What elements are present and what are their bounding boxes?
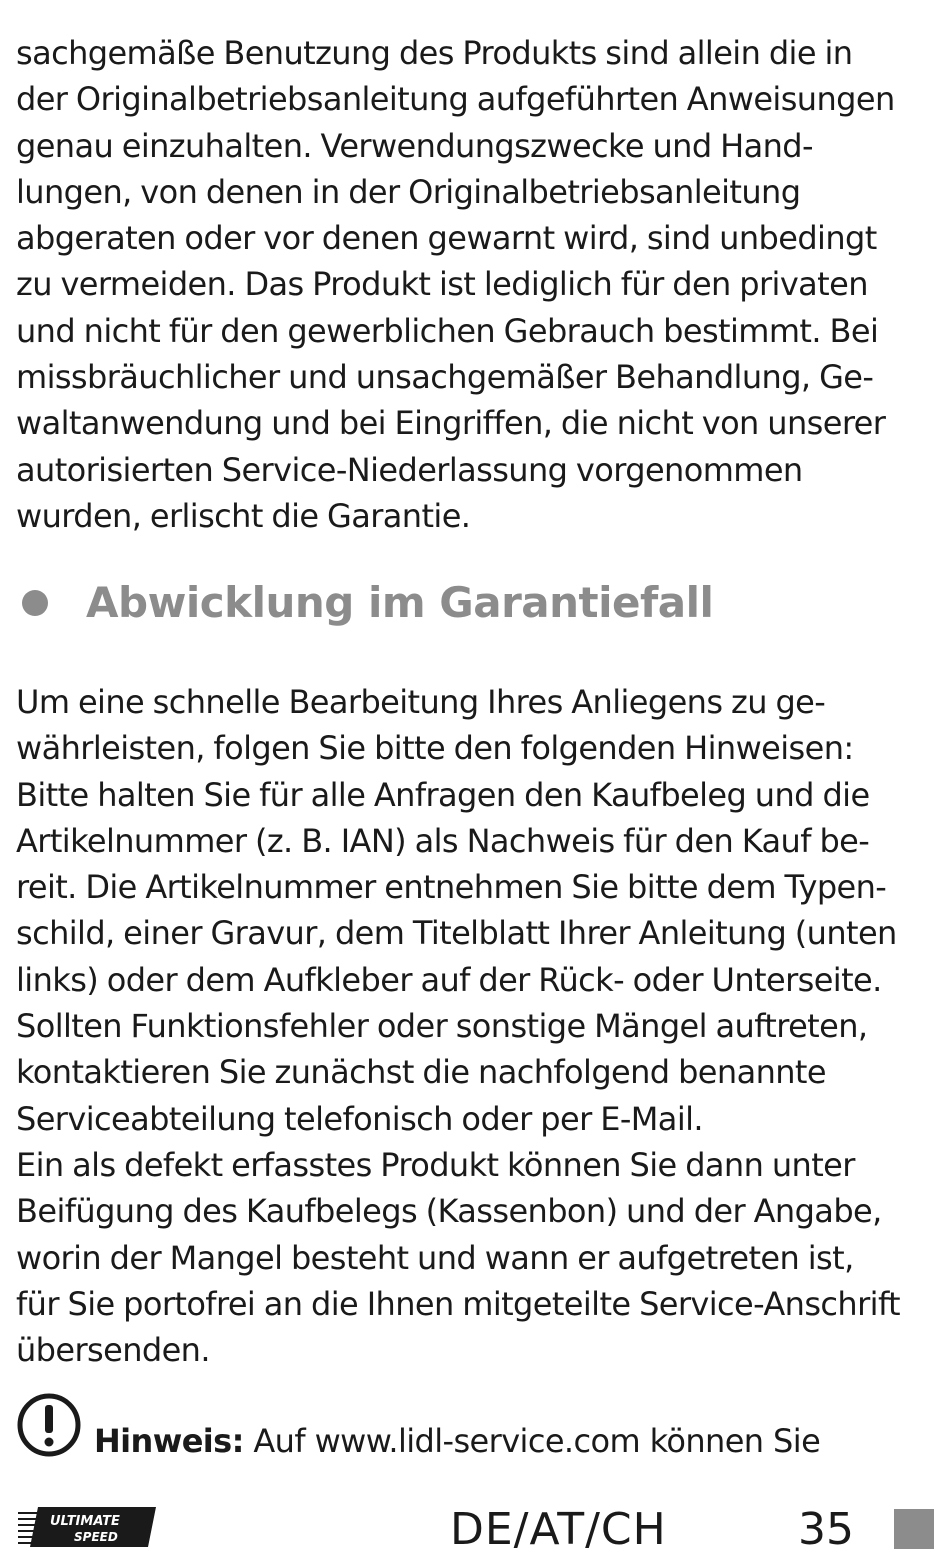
body-paragraph [16, 679, 934, 1373]
text-line: zu vermeiden. Das Produkt ist lediglich für den privaten [16, 265, 868, 304]
page-number: 35 [798, 1504, 854, 1555]
text-line: Sollten Funktionsfehler oder sonstige Mängel auftreten, [16, 1007, 868, 1046]
intro-paragraph [16, 30, 934, 539]
exclamation-icon [16, 1392, 82, 1458]
text-line: Um eine schnelle Bearbeitung Ihres Anliegens zu ge- [16, 683, 826, 721]
section-heading [16, 578, 713, 627]
text-line: der Originalbetriebsanleitung aufgeführten Anweisungen [16, 80, 895, 119]
text-line: Bitte halten Sie für alle Anfragen den Kaufbeleg und die [16, 775, 870, 814]
note-text [94, 1422, 820, 1460]
text-line: genau einzuhalten. Verwendungszwecke und Hand- [16, 126, 813, 165]
text-line: kontaktieren Sie zunächst die nachfolgend benannte [16, 1053, 826, 1092]
footer-marker [894, 1509, 934, 1549]
footer-countries: DE/AT/CH [450, 1504, 667, 1555]
text-line: Beifügung des Kaufbelegs (Kassenbon) und der Angabe, [16, 1192, 882, 1231]
text-line: missbräuchlicher und unsachgemäßer Behandlung, Ge- [16, 358, 874, 397]
ultimate-speed-logo [16, 1503, 156, 1549]
text-line: abgeraten oder vor denen gewarnt wird, sind unbedingt [16, 219, 877, 258]
text-line: lungen, von denen in der Originalbetriebsanleitung [16, 172, 801, 211]
note-label: Hinweis: [94, 1422, 244, 1460]
svg-text:SPEED: SPEED [74, 1530, 118, 1544]
text-line: reit. Die Artikelnummer entnehmen Sie bitte dem Typen- [16, 868, 887, 907]
text-line: autorisierten Service-Niederlassung vorgenommen [16, 450, 803, 489]
text-line: Ein als defekt erfasstes Produkt können Sie dann unter [16, 1145, 855, 1184]
text-line: waltanwendung und bei Eingriffen, die nicht von unserer [16, 404, 886, 443]
text-line: worin der Mangel besteht und wann er aufgetreten ist, [16, 1238, 854, 1277]
text-line: Serviceabteilung telefonisch oder per E-Mail. [16, 1099, 703, 1138]
text-line: schild, einer Gravur, dem Titelblatt Ihrer Anleitung (unten [16, 914, 897, 953]
text-line: übersenden. [16, 1331, 210, 1370]
text-line: währleisten, folgen Sie bitte den folgenden Hinweisen: [16, 729, 854, 768]
text-line: links) oder dem Aufkleber auf der Rück- oder Unterseite. [16, 960, 882, 999]
text-line: und nicht für den gewerblichen Gebrauch bestimmt. Bei [16, 311, 879, 350]
text-line: für Sie portofrei an die Ihnen mitgeteilte Service-Anschrift [16, 1284, 901, 1323]
text-line: Artikelnummer (z. B. IAN) als Nachweis für den Kauf be- [16, 821, 870, 860]
note-body: Auf www.lidl-service.com können Sie [243, 1422, 821, 1460]
note-block [16, 1392, 820, 1458]
text-line: wurden, erlischt die Garantie. [16, 496, 471, 535]
text-line: sachgemäße Benutzung des Produkts sind allein die in [16, 34, 853, 72]
section-heading-text: Abwicklung im Garantiefall [86, 578, 714, 627]
bullet-icon [22, 590, 48, 616]
svg-text:ULTIMATE: ULTIMATE [50, 1514, 120, 1529]
